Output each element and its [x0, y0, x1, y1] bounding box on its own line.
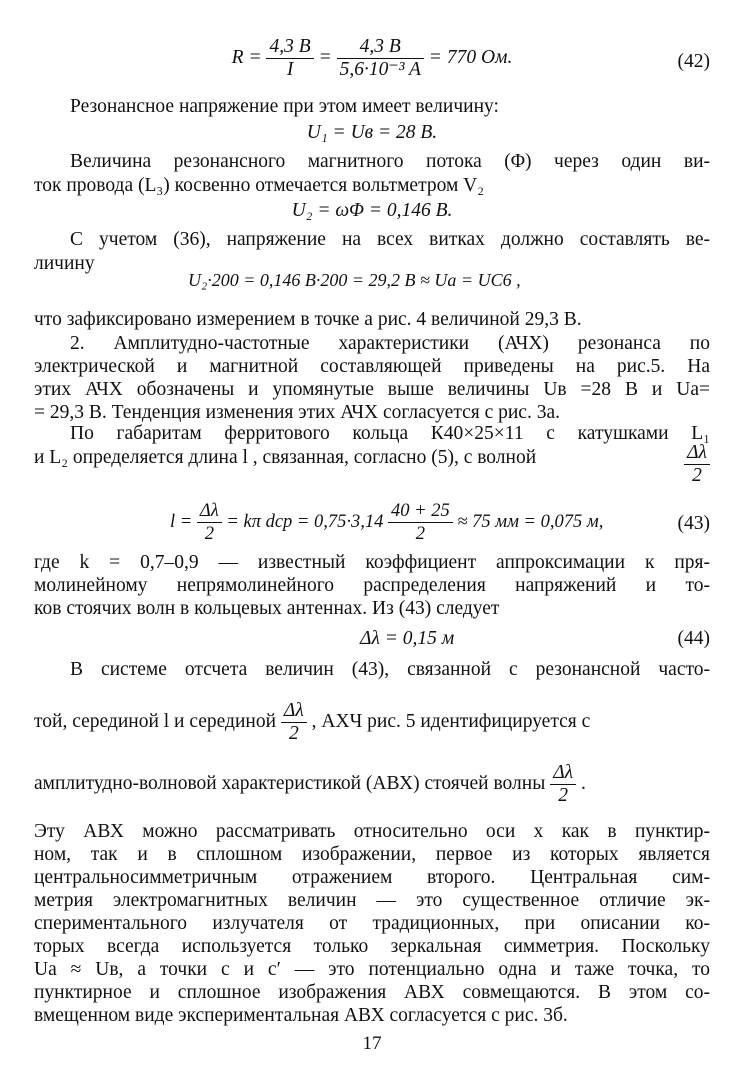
eq44-number: (44)	[677, 628, 710, 649]
fraction-numerator: Δλ	[281, 700, 307, 723]
eq42-fraction-2	[337, 36, 424, 81]
equation-u2-200: U₂·200 = 0,146 B·200 = 29,2 B ≈ Uа = UC6 ,	[188, 270, 521, 290]
paragraph-line-with-fraction	[34, 442, 710, 486]
eq42-frac2-denominator: 5,6·10⁻³ A	[339, 59, 421, 80]
paragraph-line: Uа ≈ Uв, а точки с и с′ — это потенциально одна и таже точка, то	[34, 959, 710, 980]
paragraph-line: Резонансное напряжение при этом имеет величину:	[70, 96, 499, 117]
paragraph-line: Эту АВХ можно рассматривать относительно оси x как в пунктир-	[34, 821, 710, 842]
eq43-lhs: l =	[170, 511, 193, 532]
paragraph-line: центральносимметричным отражением второго. Центральная сим-	[34, 867, 710, 888]
paragraph-line: По габаритам ферритового кольца К40×25×11 с катушками L₁	[70, 423, 710, 444]
eq42-frac1-denominator: I	[286, 59, 294, 80]
p8-line2-text-a: той, серединой l и серединой	[34, 710, 277, 732]
eq43-fraction-1	[197, 500, 222, 545]
paragraph-line: личину	[34, 253, 95, 274]
eq42-equals: =	[318, 46, 332, 68]
paragraph-line: этих АЧХ обозначены и упомянутые выше величины Uв =28 В и Uа=	[34, 379, 710, 400]
paragraph-line: пунктирное и сплошное изображения АВХ совмещаются. В этом со-	[34, 982, 710, 1003]
eq42-frac2-numerator: 4,3 B	[337, 36, 424, 59]
paragraph-line: торых всегда используется только зеркальная симметрия. Поскольку	[34, 936, 710, 957]
fraction-numerator: Δλ	[550, 762, 576, 785]
eq43-frac1-denominator: 2	[204, 524, 214, 544]
paragraph-line: Величина резонансного магнитного потока (Φ) через один ви-	[70, 151, 710, 172]
fraction-numerator: Δλ	[684, 442, 710, 465]
paragraph-line: молинейному непрямолинейного распределения напряжений и то-	[34, 575, 710, 596]
p8-line3-text-b: .	[580, 772, 586, 794]
paragraph-line: спериментального излучателя от традиционных, при описании ко-	[34, 913, 710, 934]
paragraph-line: вмещенном виде экспериментальная АВХ согласуется с рис. 3б.	[34, 1005, 568, 1026]
equation-u2: U₂ = ωΦ = 0,146 В.	[291, 200, 453, 221]
paragraph-line: ток провода (L₃) косвенно отмечается вольтметром V₂	[34, 175, 485, 196]
eq43-frac2-denominator: 2	[415, 524, 426, 544]
eq42-lhs: R =	[231, 46, 262, 68]
page-number: 17	[362, 1033, 382, 1054]
p8-delta-lambda-fraction	[281, 700, 307, 745]
fraction-denominator: 2	[288, 723, 299, 744]
paragraph-line: электрической и магнитной составляющей приведены на рис.5. На	[34, 356, 710, 377]
equation-u1: U₁ = Uв = 28 В.	[306, 122, 438, 143]
paragraph-line: = 29,3 В. Тенденция изменения этих АЧХ согласуется с рис. 3а.	[34, 402, 560, 423]
p6-line2-text: и L₂ определяется длина l , связанная, согласно (5), с волной	[34, 447, 537, 468]
paragraph-line: ном, так и в сплошном изображении, первое из которых является	[34, 844, 710, 865]
eq43-middle: = kπ dср = 0,75·3,14	[226, 511, 384, 532]
paragraph-line: где k = 0,7–0,9 — известный коэффициент аппроксимации к пря-	[34, 552, 710, 573]
eq43-rhs: ≈ 75 мм = 0,075 м,	[457, 511, 604, 532]
equation-44: Δλ = 0,15 м	[360, 628, 455, 649]
p8-line3-delta-lambda-fraction	[550, 762, 576, 807]
paragraph-line: С учетом (36), напряжение на всех витках должно составлять ве-	[70, 229, 710, 250]
eq43-frac1-numerator: Δλ	[197, 500, 222, 523]
equation-43	[170, 500, 630, 545]
paragraph-line: что зафиксировано измерением в точке а рис. 4 величиной 29,3 В.	[34, 309, 582, 330]
paragraph-line: ков стоячих волн в кольцевых антеннах. Из (43) следует	[34, 598, 500, 619]
p8-line3-text-a: амплитудно-волновой характеристикой (АВХ) стоячей волны	[34, 772, 546, 794]
paragraph-line: В системе отсчета величин (43), связанной с резонансной часто-	[70, 659, 710, 680]
paragraph-line-with-fraction	[34, 762, 710, 807]
paragraph-line-with-fraction	[34, 700, 710, 745]
eq42-frac1-numerator: 4,3 B	[266, 36, 313, 59]
eq43-fraction-2	[388, 500, 453, 545]
eq43-frac2-numerator: 40 + 25	[388, 500, 453, 523]
paragraph-line: метрия электромагнитных величин — это существенное отличие эк-	[34, 890, 710, 911]
paragraph-line: 2. Амплитудно-частотные характеристики (АЧХ) резонанса по	[70, 333, 710, 354]
eq42-fraction-1	[266, 36, 313, 81]
eq42-number: (42)	[677, 51, 710, 72]
fraction-denominator: 2	[692, 465, 702, 486]
eq43-number: (43)	[677, 513, 710, 534]
eq42-rhs: = 770 Ом.	[428, 46, 513, 68]
p8-line2-text-b: , АХЧ рис. 5 идентифицируется с	[311, 710, 591, 732]
fraction-denominator: 2	[558, 785, 569, 806]
equation-42	[34, 36, 710, 82]
p6-delta-lambda-fraction	[684, 442, 710, 487]
